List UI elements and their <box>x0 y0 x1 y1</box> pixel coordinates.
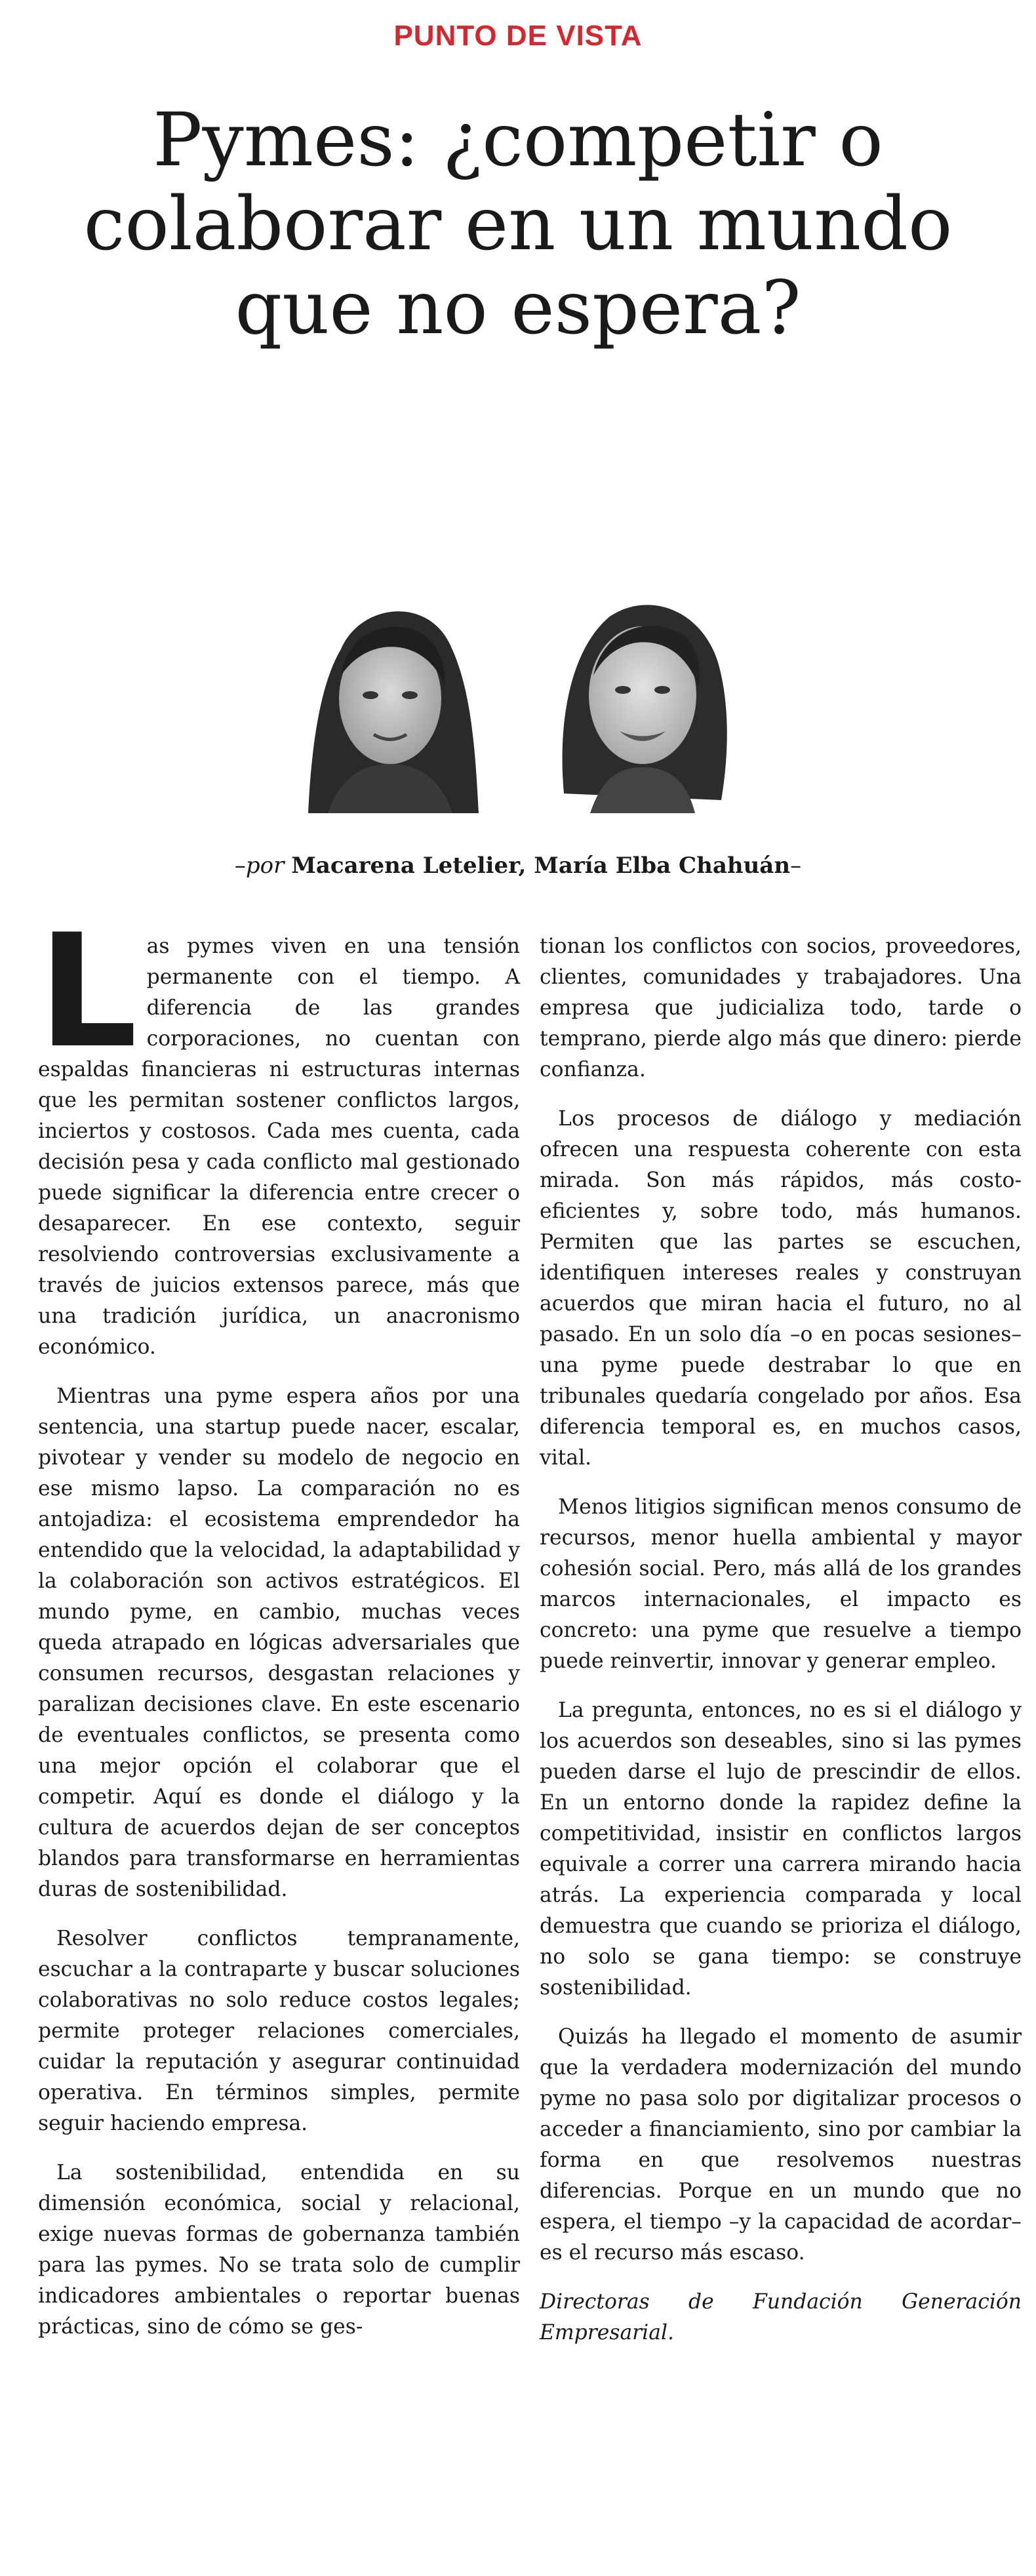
article-paragraph: Resolver conflictos tempranamente, escuchar a la contraparte y buscar soluciones colaborativas no solo reduce costos legales; permite proteger relaciones comerciales, cuidar la reputación y asegurar continuidad operativa. En términos simples, permite seguir haciendo empresa. <box>38 1927 520 2135</box>
paragraph-text: as pymes viven en una tensión permanente con el tiempo. A diferencia de las grandes corporaciones, no cuentan con espaldas financieras ni estructuras internas que les permitan sostener conflictos largos, inciertos y costosos. Cada mes cuenta, cada decisión pesa y cada conflicto mal gestionado puede significar la diferencia entre crecer o desaparecer. En ese contexto, seguir resolviendo controversias exclusivamente a través de juicios extensos parece, más que una tradición jurídica, un anacronismo económico. <box>38 935 520 1359</box>
article-body <box>38 901 1022 2531</box>
article-paragraph: Mientras una pyme espera años por una sentencia, una startup puede nacer, escalar, pivotear y vender su modelo de negocio en ese mismo lapso. La comparación no es antojadiza: el ecosistema emprendedor ha entendido que la velocidad, la adaptabilidad y la colaboración son activos estratégicos. El mundo pyme, en cambio, muchas veces queda atrapado en lógicas adversariales que consumen recursos, desgastan relaciones y paralizan decisiones clave. En este escenario de eventuales conflictos, se presenta como una mejor opción el colaborar que el competir. Aquí es donde el diálogo y la cultura de acuerdos dejan de ser conceptos blandos para transformarse en herramientas duras de sostenibilidad. <box>38 1384 520 1901</box>
author-portraits <box>0 577 1036 813</box>
article-column-2 <box>540 931 1022 2348</box>
article-column-1 <box>38 901 520 2361</box>
article-paragraph: La sostenibilidad, entendida en su dimensión económica, social y relacional, exige nuevas formas de gobernanza también para las pymes. No se trata solo de cumplir indicadores ambientales o reportar buenas prácticas, sino de cómo se ges- <box>38 2161 520 2339</box>
article-paragraph: tionan los conflictos con socios, proveedores, clientes, comunidades y trabajadores. Una empresa que judicializa todo, tarde o temprano, pierde algo más que dinero: pierde confianza. <box>540 935 1022 1081</box>
article-paragraph: Menos litigios significan menos consumo de recursos, menor huella ambiental y mayor cohesión social. Pero, más allá de los grandes marcos internacionales, el impacto es concreto: una pyme que resuelve a tiempo puede reinvertir, innovar y generar empleo. <box>540 1495 1022 1673</box>
author-signature-note: Directoras de Fundación Generación Empresarial. <box>540 2290 1022 2345</box>
headline: Pymes: ¿competir o colaborar en un mundo que no espera? <box>83 98 953 351</box>
article-paragraph: La pregunta, entonces, no es si el diálogo y los acuerdos son deseables, sino si las pymes pueden darse el lujo de prescindir de ellos. En un entorno donde la rapidez define la competitividad, insistir en conflictos largos equivale a correr una carrera mirando hacia atrás. La experiencia comparada y local demuestra que cuando se prioriza el diálogo, no solo se gana tiempo: se construye sostenibilidad. <box>540 1699 1022 2000</box>
byline-authors: Macarena Letelier, María Elba Chahuán <box>291 853 791 879</box>
byline-suffix: – <box>790 853 802 879</box>
author-photo-maria-elba-chahuan <box>531 577 747 813</box>
dropcap-letter: L <box>38 901 138 1083</box>
article-paragraph: Los procesos de diálogo y mediación ofrecen una respuesta coherente con esta mirada. Son más rápidos, más costo-eficientes y, sobre todo, más humanos. Permiten que las partes se escuchen, identifiquen intereses reales y construyan acuerdos que miran hacia el futuro, no al pasado. En un solo día –o en pocas sesiones– una pyme puede destrabar lo que en tribunales quedaría congelado por años. Esa diferencia temporal es, en muchos casos, vital. <box>540 1107 1022 1470</box>
section-label: PUNTO DE VISTA <box>393 20 643 52</box>
author-photo-macarena-letelier <box>282 577 498 813</box>
article-paragraph <box>38 901 520 1363</box>
article-paragraph: Quizás ha llegado el momento de asumir que la verdadera modernización del mundo pyme no pasa solo por digitalizar procesos o acceder a financiamiento, sino por cambiar la forma en que resolvemos nuestras diferencias. Porque en un mundo que no espera, el tiempo –y la capacidad de acordar– es el recurso más escaso. <box>540 2025 1022 2264</box>
byline <box>0 853 1036 879</box>
byline-prefix: –por <box>234 853 285 879</box>
